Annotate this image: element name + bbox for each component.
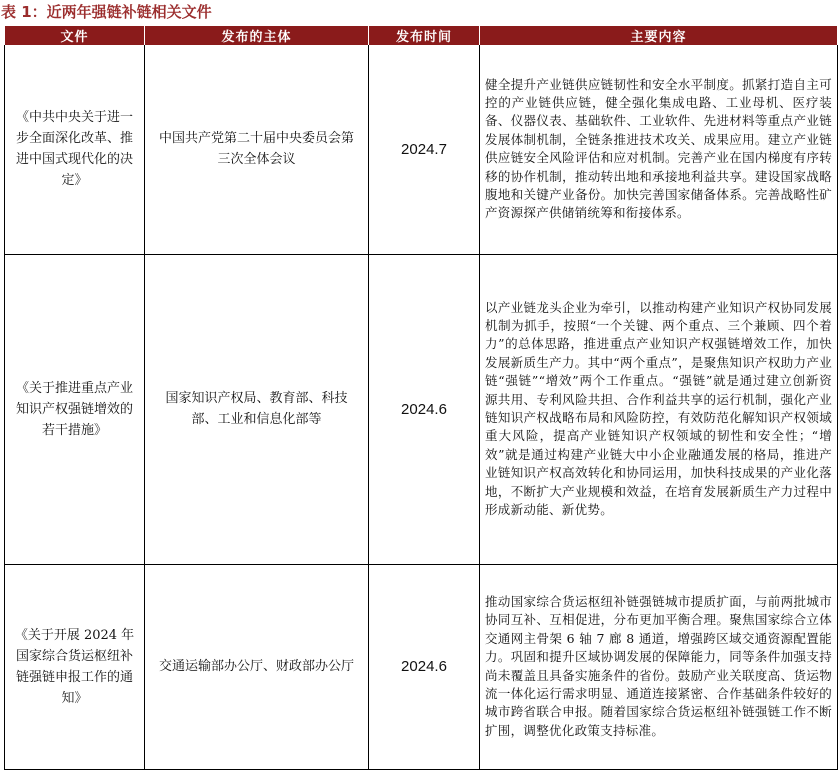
table-header-row [5,26,838,45]
cell-issuer: 交通运输部办公厅、财政部办公厅 [145,564,369,769]
cell-issuer: 中国共产党第二十届中央委员会第三次全体会议 [145,45,369,254]
table-row [5,254,838,564]
header-issuer: 发布的主体 [145,26,369,45]
cell-date: 2024.6 [369,564,480,769]
cell-content: 推动国家综合货运枢纽补链强链城市提质扩面，与前两批城市协同互补、互相促进，分布更加平衡合理。聚焦国家综合立体交通网主骨架 6 轴 7 廊 8 通道，增强跨区域交通资源配置能力。巩固和提升区域协调发展的保障能力，同等条件加强支持尚未覆盖且具备实施条件的省份。鼓励产业关联度高、货运物流一体化运行需求明显、通道连接紧密、合作基础条件较好的城市跨省联合申报。随着国家综合货运枢纽补链强链工作不断扩围，调整优化政策支持标准。 [480,564,838,769]
table-row [5,45,838,254]
cell-date: 2024.7 [369,45,480,254]
cell-document: 《关于开展 2024 年国家综合货运枢纽补链强链申报工作的通知》 [5,564,145,769]
cell-document: 《关于推进重点产业知识产权强链增效的若干措施》 [5,254,145,564]
cell-date: 2024.6 [369,254,480,564]
cell-content: 健全提升产业链供应链韧性和安全水平制度。抓紧打造自主可控的产业链供应链，健全强化集成电路、工业母机、医疗装备、仪器仪表、基础软件、工业软件、先进材料等重点产业链发展体制机制，全链条推进技术攻关、成果应用。建立产业链供应链安全风险评估和应对机制。完善产业在国内梯度有序转移的协作机制，推动转出地和承接地利益共享。建设国家战略腹地和关键产业备份。加快完善国家储备体系。完善战略性矿产资源探产供储销统筹和衔接体系。 [480,45,838,254]
policy-table [4,26,838,770]
header-document: 文件 [5,26,145,45]
table-title: 表 1：近两年强链补链相关文件 [1,3,212,21]
header-content: 主要内容 [480,26,838,45]
header-date: 发布时间 [369,26,480,45]
cell-content: 以产业链龙头企业为牵引，以推动构建产业知识产权协同发展机制为抓手，按照“一个关键、两个重点、三个兼顾、四个着力”的总体思路，推进重点产业知识产权强链增效工作，加快发展新质生产力。其中“两个重点”，是聚焦知识产权助力产业链“强链”“增效”两个工作重点。“强链”就是通过建立创新资源共用、专利风险共担、合作利益共享的运行机制，强化产业链知识产权战略布局和风险防控，有效防范化解知识产权领域重大风险，提高产业链知识产权领域的韧性和安全性；“增效”就是通过构建产业链大中小企业融通发展的格局，推进产业链知识产权高效转化和协同运用，加快科技成果的产业化落地，不断扩大产业规模和效益，在培育发展新质生产力过程中形成新动能、新优势。 [480,254,838,564]
cell-issuer: 国家知识产权局、教育部、科技部、工业和信息化部等 [145,254,369,564]
cell-document: 《中共中央关于进一步全面深化改革、推进中国式现代化的决定》 [5,45,145,254]
table-row [5,564,838,769]
